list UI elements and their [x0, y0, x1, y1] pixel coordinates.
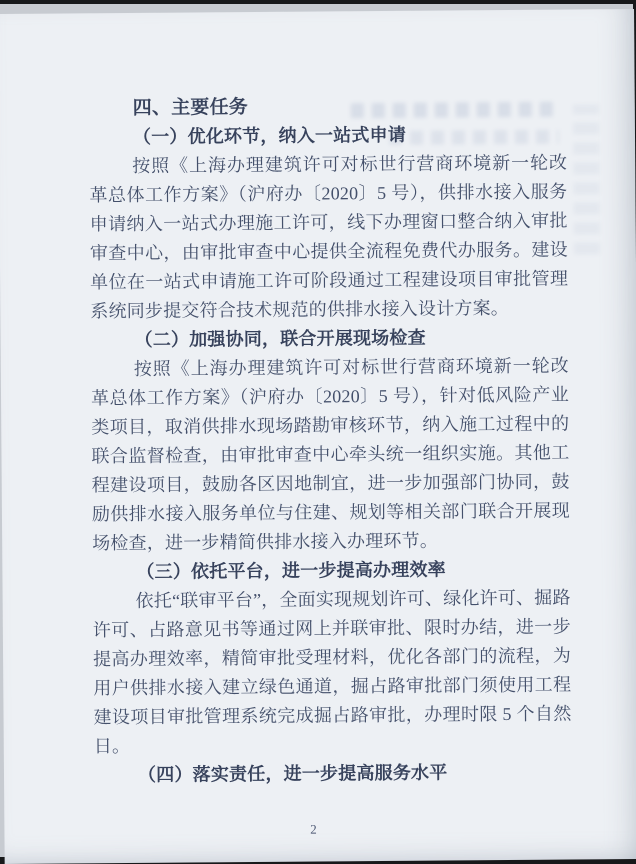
subsection-paragraph-2: 按照《上海办理建筑许可对标世行营商环境新一轮改革总体工作方案》（沪府办〔2020〕5 号），针对低风险产业类项目，取消供排水现场踏勘审核环节，纳入施工过程中的联合监督检查，由审批审查中心牵头统一组织实施。其他工程建设项目，鼓励各区因地制宜，进一步加强部门协同，鼓励供排水接入服务单位与住建、规划等相关部门联合开展现场检查，进一步精简供排水接入办理环节。: [90, 355, 571, 554]
document-page: [0, 9, 636, 864]
section-title: 四、主要任务: [132, 97, 249, 119]
subsection-paragraph-3: 依托“联审平台”，全面实现规划许可、绿化许可、掘路许可、占路意见书等通过网上并联审批、限时办结，进一步提高办理效率，精简审批受理材料，优化各部门的流程，为用户供排水接入建立绿色通道，掘占路审批部门须使用工程建设项目审批管理系统完成掘占路审批，办理时限 5 个自然日。: [92, 587, 572, 757]
subsection-heading-4: （四）落实责任，进一步提高服务水平: [137, 762, 448, 785]
subsection-paragraph-1: 按照《上海办理建筑许可对标世行营商环境新一轮改革总体工作方案》（沪府办〔2020〕5 号），供排水接入服务申请纳入一站式办理施工许可，线下办理窗口整合纳入审批审查中心，由审批审查中心提供全流程免费代办服务。建设单位在一站式申请施工许可阶段通过工程建设项目审批管理系统同步提交符合技术规范的供排水接入设计方案。: [89, 152, 569, 322]
page-number: 2: [310, 821, 317, 837]
subsection-heading-1: （一）优化环节，纳入一站式申请: [132, 124, 407, 147]
subsection-heading-2: （二）加强协同，联合开展现场检查: [134, 327, 426, 350]
ink-bleed-through-artifact: [573, 104, 600, 254]
subsection-heading-3: （三）依托平台，进一步提高办理效率: [136, 559, 446, 582]
document-body: [89, 91, 572, 791]
